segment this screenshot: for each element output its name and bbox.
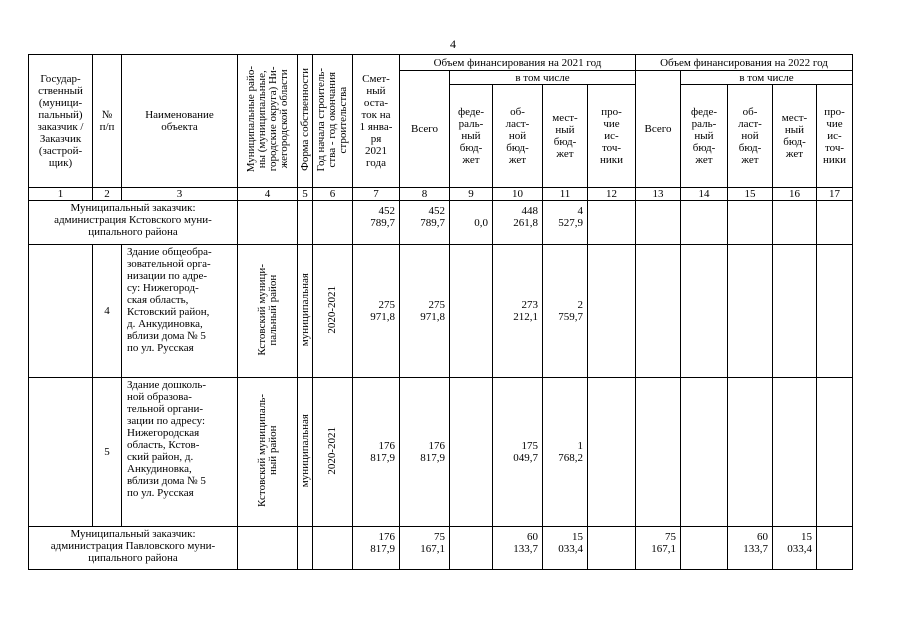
total-2021-cell: 75 167,1 <box>400 527 450 570</box>
col-number: 9 <box>450 188 493 201</box>
total-2021-cell: 452 789,7 <box>400 201 450 245</box>
col-number: 2 <box>93 188 122 201</box>
col-number: 14 <box>681 188 728 201</box>
object-num: 5 <box>93 378 122 527</box>
customer-cell: Муниципальный заказчик: администрация Павловского муни- ципального района <box>29 527 238 570</box>
table-row <box>29 201 853 245</box>
estimate-cell: 275 971,8 <box>353 245 400 378</box>
regional-2021-cell: 273 212,1 <box>493 245 543 378</box>
col-number: 15 <box>728 188 773 201</box>
col-number: 3 <box>122 188 238 201</box>
estimate-cell: 176 817,9 <box>353 378 400 527</box>
header-total-2022: Всего <box>636 71 681 188</box>
header-local-2021: мест- ный бюд- жет <box>543 85 588 188</box>
object-num: 4 <box>93 245 122 378</box>
header-local-2022: мест- ный бюд- жет <box>773 85 817 188</box>
regional-2022-cell: 60 133,7 <box>728 527 773 570</box>
object-years: 2020-2021 <box>313 378 353 527</box>
header-estimate: Смет- ный оста- ток на 1 янва- ря 2021 года <box>353 55 400 188</box>
col-number: 6 <box>313 188 353 201</box>
col-number: 5 <box>298 188 313 201</box>
col-number: 11 <box>543 188 588 201</box>
object-ownership: муниципальная <box>298 378 313 527</box>
header-fin-2021: Объем финансирования на 2021 год <box>400 55 636 71</box>
col-number: 8 <box>400 188 450 201</box>
header-federal-2021: феде- раль- ный бюд- жет <box>450 85 493 188</box>
object-district: Кстовский муници- пальный район <box>238 245 298 378</box>
object-years: 2020-2021 <box>313 245 353 378</box>
object-name: Здание дошколь- ной образова- тельной органи- зации по адресу: Нижегородская область, Кстов- ский район, д. Анкудиновка, вблизи дома № 5 по ул. Русская <box>122 378 238 527</box>
regional-2021-cell: 60 133,7 <box>493 527 543 570</box>
col-number: 16 <box>773 188 817 201</box>
col-number: 13 <box>636 188 681 201</box>
header-districts: Муниципальные райо- ны (муниципальные, городские округа) Ни- жегородской области <box>238 55 298 188</box>
page-number: 4 <box>450 37 456 51</box>
header-name: Наименование объекта <box>122 55 238 188</box>
header-ownership: Форма собственности <box>298 55 313 188</box>
total-2021-cell: 176 817,9 <box>400 378 450 527</box>
table-row <box>29 527 853 570</box>
local-2022-cell: 15 033,4 <box>773 527 817 570</box>
header-other-2021: про- чие ис- точ- ники <box>588 85 636 188</box>
col-number: 1 <box>29 188 93 201</box>
federal-2021-cell: 0,0 <box>450 201 493 245</box>
header-fin-2022: Объем финансирования на 2022 год <box>636 55 853 71</box>
table-row <box>29 245 853 378</box>
col-number: 10 <box>493 188 543 201</box>
local-2021-cell: 4 527,9 <box>543 201 588 245</box>
header-incl-2021: в том числе <box>450 71 636 85</box>
header-customer: Государ- ственный (муници- пальный) заказчик / Заказчик (застрой- щик) <box>29 55 93 188</box>
col-number: 4 <box>238 188 298 201</box>
local-2021-cell: 2 759,7 <box>543 245 588 378</box>
header-num: № п/п <box>93 55 122 188</box>
local-2021-cell: 15 033,4 <box>543 527 588 570</box>
object-district: Кстовский муниципаль- ный район <box>238 378 298 527</box>
regional-2021-cell: 448 261,8 <box>493 201 543 245</box>
header-federal-2022: феде- раль- ный бюд- жет <box>681 85 728 188</box>
total-2021-cell: 275 971,8 <box>400 245 450 378</box>
header-other-2022: про- чие ис- точ- ники <box>817 85 853 188</box>
header-regional-2021: об- ласт- ной бюд- жет <box>493 85 543 188</box>
column-numbers-row <box>29 188 853 201</box>
regional-2021-cell: 175 049,7 <box>493 378 543 527</box>
col-number: 12 <box>588 188 636 201</box>
estimate-cell: 452 789,7 <box>353 201 400 245</box>
local-2021-cell: 1 768,2 <box>543 378 588 527</box>
object-ownership: муниципальная <box>298 245 313 378</box>
col-number: 7 <box>353 188 400 201</box>
col-number: 17 <box>817 188 853 201</box>
table-row <box>29 378 853 527</box>
total-2022-cell: 75 167,1 <box>636 527 681 570</box>
header-regional-2022: об- ласт- ной бюд- жет <box>728 85 773 188</box>
header-years: Год начала строитель- ства - год окончания строительства <box>313 55 353 188</box>
customer-cell: Муниципальный заказчик: администрация Кстовского муни- ципального района <box>29 201 238 245</box>
estimate-cell: 176 817,9 <box>353 527 400 570</box>
header-total-2021: Всего <box>400 71 450 188</box>
financing-table <box>28 54 853 570</box>
header-incl-2022: в том числе <box>681 71 853 85</box>
object-name: Здание общеобра- зовательной орга- низации по адре- су: Нижегород- ская область, Кстовский район, д. Анкудиновка, вблизи дома № 5 по ул. Русская <box>122 245 238 378</box>
